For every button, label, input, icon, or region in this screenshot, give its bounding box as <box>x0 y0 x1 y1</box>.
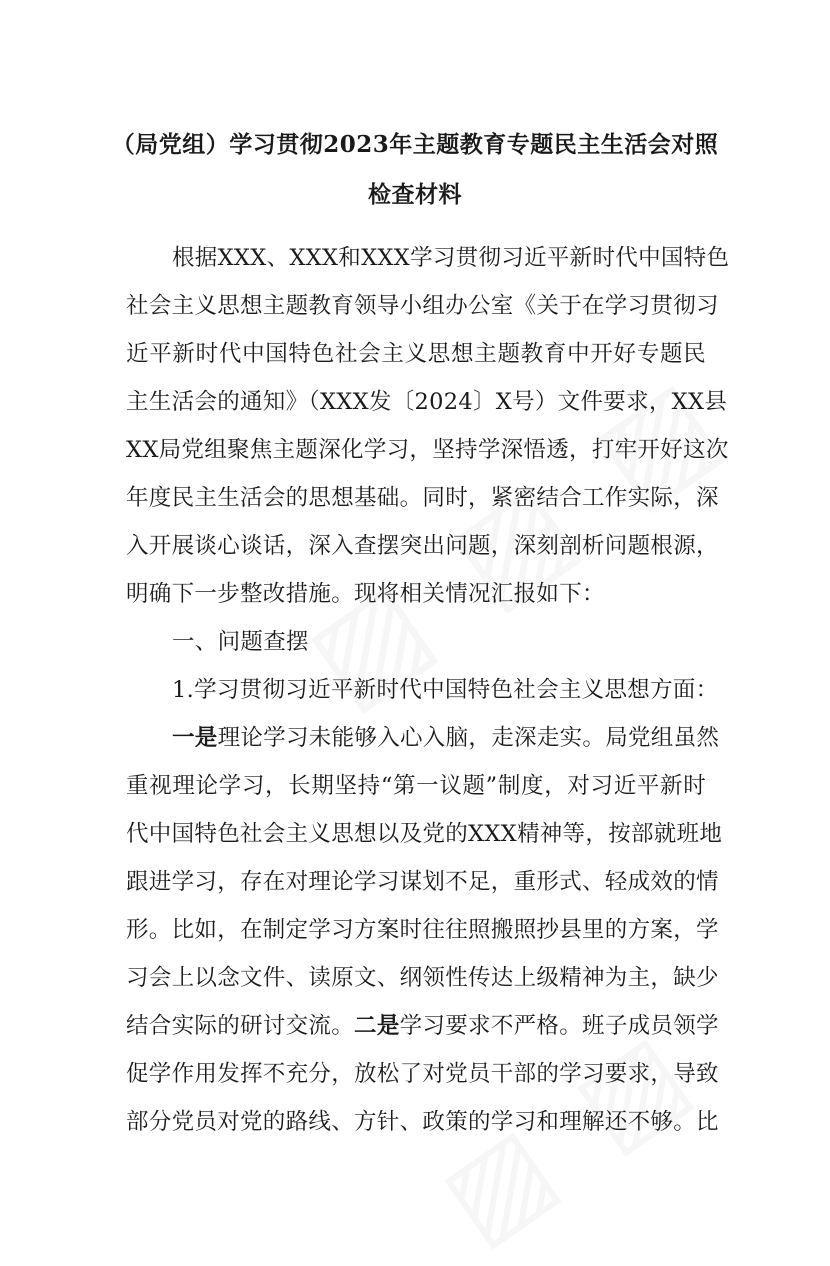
body-line: 代中国特色社会主义思想以及党的XXX精神等，按部就班地 <box>126 821 723 847</box>
body-line: 社会主义思想主题教育领导小组办公室《关于在学习贯彻习 <box>126 293 719 319</box>
emphasis-lead: 一是 <box>172 725 218 751</box>
body-line: 跟进学习，存在对理论学习谋划不足，重形式、轻成效的情 <box>126 869 719 895</box>
document-title-continued: 检查材料 <box>368 181 462 208</box>
body-text: 理论学习未能够入心入脑，走深走实。局党组虽然 <box>217 725 720 751</box>
section-heading: 一、问题查摆 <box>172 629 309 655</box>
subsection-heading: 1.学习贯彻习近平新时代中国特色社会主义思想方面： <box>172 677 719 703</box>
body-line: 近平新时代中国特色社会主义思想主题教育中开好专题民 <box>126 341 706 367</box>
body-line: 部分党员对党的路线、方针、政策的学习和理解还不够。比 <box>126 1109 719 1135</box>
body-line: 主生活会的通知》（XXX发〔2024〕X号）文件要求，XX县 <box>126 389 728 415</box>
body-line <box>172 720 720 752</box>
emphasis-lead: 二是 <box>354 1013 400 1039</box>
body-text: 结合实际的研讨交流。 <box>126 1013 355 1039</box>
body-line: XX局党组聚焦主题深化学习，坚持学深悟透，打牢开好这次 <box>126 437 729 463</box>
body-line: 明确下一步整改措施。现将相关情况汇报如下： <box>126 581 605 607</box>
body-line: 根据XXX、XXX和XXX学习贯彻习近平新时代中国特色 <box>172 245 730 271</box>
body-line: 入开展谈心谈话，深入查摆突出问题，深刻剖析问题根源， <box>126 533 719 559</box>
body-line <box>126 1008 719 1040</box>
body-line: 重视理论学习，长期坚持“第一议题”制度，对习近平新时 <box>126 773 706 799</box>
body-line: 促学作用发挥不充分，放松了对党员干部的学习要求，导致 <box>126 1061 719 1087</box>
body-line: 习会上以念文件、读原文、纲领性传达上级精神为主，缺少 <box>126 965 719 991</box>
document-title: （局党组）学习贯彻2023年主题教育专题民主生活会对照 <box>111 131 719 158</box>
body-line: 年度民主生活会的思想基础。同时，紧密结合工作实际，深 <box>126 485 719 511</box>
body-line: 形。比如，在制定学习方案时往往照搬照抄县里的方案，学 <box>126 917 719 943</box>
body-text: 学习要求不严格。班子成员领学 <box>399 1013 719 1039</box>
